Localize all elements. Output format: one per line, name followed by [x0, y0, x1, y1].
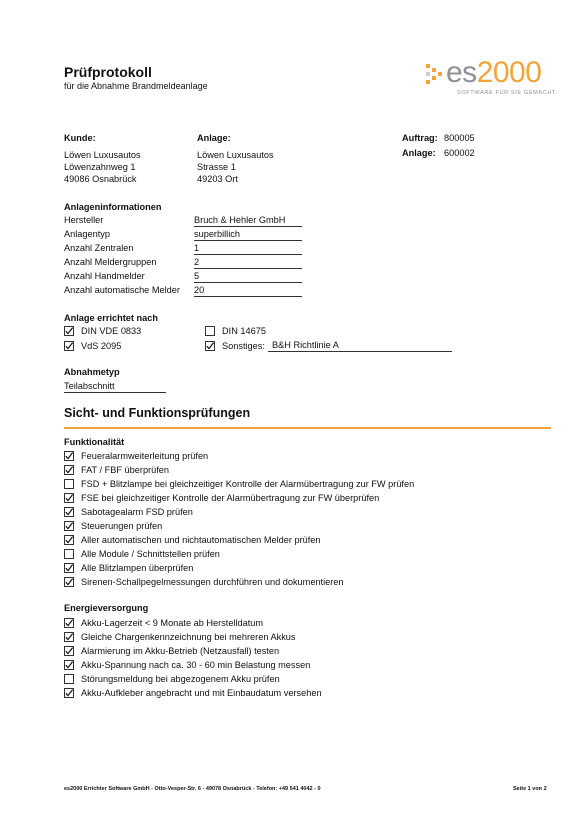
- document-subtitle: für die Abnahme Brandmeldeanlage: [64, 81, 208, 91]
- checkmark-icon: [64, 660, 74, 670]
- funktion-label: Sabotagealarm FSD prüfen: [81, 506, 193, 517]
- sonstiges-value-field[interactable]: B&H Richtlinie A: [268, 339, 452, 352]
- energie-label: Alarmierung im Akku-Betrieb (Netzausfall) testen: [81, 645, 280, 656]
- funktion-item-sirenen[interactable]: [64, 575, 344, 588]
- energie-item-aufkleber[interactable]: [64, 686, 322, 699]
- checkbox[interactable]: [64, 465, 74, 475]
- energie-label: Akku-Lagerzeit < 9 Monate ab Herstelldatum: [81, 617, 264, 628]
- funktion-item-fat-fbf[interactable]: [64, 463, 169, 476]
- checkmark-icon: [64, 326, 74, 336]
- checkbox[interactable]: [64, 326, 74, 336]
- checkbox[interactable]: [205, 326, 215, 336]
- checkbox[interactable]: [64, 451, 74, 461]
- section-heading: Sicht- und Funktionsprüfungen: [64, 406, 251, 420]
- info-value-zentralen: 1: [194, 242, 302, 255]
- info-value-anlagentyp: superbillich: [194, 228, 302, 241]
- anlage-label: Anlage:: [197, 133, 231, 143]
- energie-label: Störungsmeldung bei abgezogenem Akku prüfen: [81, 673, 280, 684]
- footer-page-number: Seite 1 von 2: [513, 786, 547, 792]
- energie-item-alarmierung[interactable]: [64, 644, 279, 657]
- checkmark-icon: [64, 521, 74, 531]
- checkbox[interactable]: [64, 563, 74, 573]
- kunde-line3: 49086 Osnabrück: [64, 174, 137, 184]
- energie-label: Akku-Spannung nach ca. 30 - 60 min Belastung messen: [81, 659, 311, 670]
- checkbox[interactable]: [64, 660, 74, 670]
- checkbox[interactable]: [64, 341, 74, 351]
- checkbox[interactable]: [205, 341, 215, 351]
- checkmark-icon: [64, 341, 74, 351]
- energieversorgung-heading: Energieversorgung: [64, 603, 149, 613]
- anlage-line3: 49203 Ort: [197, 174, 238, 184]
- errichtet-label: DIN VDE 0833: [81, 325, 142, 336]
- checkbox[interactable]: [64, 549, 74, 559]
- checkmark-icon: [64, 563, 74, 573]
- info-label-hersteller: Hersteller: [64, 215, 104, 225]
- funktion-item-fse[interactable]: [64, 491, 379, 504]
- anlage-nr-value: 600002: [444, 148, 475, 158]
- checkmark-icon: [64, 451, 74, 461]
- logo-wordmark-2000: 2000: [476, 56, 542, 89]
- checkbox[interactable]: [64, 493, 74, 503]
- info-label-meldergruppen: Anzahl Meldergruppen: [64, 257, 157, 267]
- anlage-line2: Strasse 1: [197, 162, 236, 172]
- errichtet-item-din-vde-0833[interactable]: [64, 324, 141, 337]
- energie-label: Gleiche Chargenkennzeichnung bei mehreren Akkus: [81, 631, 296, 642]
- info-label-anlagentyp: Anlagentyp: [64, 229, 110, 239]
- auftrag-value: 800005: [444, 133, 475, 143]
- section-divider: [64, 427, 551, 429]
- checkmark-icon: [64, 646, 74, 656]
- info-value-automatische-melder: 20: [194, 284, 302, 297]
- errichtet-label: VdS 2095: [81, 340, 122, 351]
- funktion-label: Alle Blitzlampen überprüfen: [81, 562, 194, 573]
- checkbox[interactable]: [64, 632, 74, 642]
- funktion-label: Sirenen-Schallpegelmessungen durchführen und dokumentieren: [81, 576, 344, 587]
- checkbox[interactable]: [64, 577, 74, 587]
- funktion-item-melder[interactable]: [64, 533, 321, 546]
- checkbox[interactable]: [64, 535, 74, 545]
- anlage-line1: Löwen Luxusautos: [197, 150, 274, 160]
- checkmark-icon: [64, 493, 74, 503]
- abnahmetyp-value: Teilabschnitt: [64, 380, 166, 393]
- checkbox[interactable]: [64, 521, 74, 531]
- anlageninformationen-heading: Anlageninformationen: [64, 202, 162, 212]
- checkmark-icon: [64, 535, 74, 545]
- errichtet-item-vds-2095[interactable]: [64, 339, 121, 352]
- checkmark-icon: [64, 618, 74, 628]
- logo-wordmark: [446, 56, 541, 90]
- checkmark-icon: [64, 632, 74, 642]
- es2000-logo: [424, 56, 558, 98]
- info-value-meldergruppen: 2: [194, 256, 302, 269]
- document-title: Prüfprotokoll: [64, 64, 152, 80]
- info-label-automatische-melder: Anzahl automatische Melder: [64, 285, 180, 295]
- info-label-handmelder: Anzahl Handmelder: [64, 271, 145, 281]
- errichtet-item-din-14675[interactable]: [205, 324, 266, 337]
- info-value-hersteller: Bruch & Hehler GmbH: [194, 214, 302, 227]
- kunde-label: Kunde:: [64, 133, 96, 143]
- funktionalitaet-heading: Funktionalität: [64, 437, 125, 447]
- energie-label: Akku-Aufkleber angebracht und mit Einbaudatum versehen: [81, 687, 322, 698]
- funktion-label: Aller automatischen und nichtautomatischen Melder prüfen: [81, 534, 321, 545]
- funktion-item-sabotagealarm[interactable]: [64, 505, 193, 518]
- checkmark-icon: [64, 507, 74, 517]
- funktion-item-module[interactable]: [64, 547, 220, 560]
- checkmark-icon: [205, 341, 215, 351]
- checkmark-icon: [64, 688, 74, 698]
- energie-item-spannung[interactable]: [64, 658, 310, 671]
- abnahmetyp-heading: Abnahmetyp: [64, 367, 120, 377]
- checkbox[interactable]: [64, 618, 74, 628]
- kunde-line2: Löwenzahnweg 1: [64, 162, 136, 172]
- logo-tagline: SOFTWARE FÜR SIE GEMACHT.: [457, 90, 558, 96]
- auftrag-label: Auftrag:: [402, 133, 438, 143]
- energie-item-lagerzeit[interactable]: [64, 616, 263, 629]
- funktion-label: Steuerungen prüfen: [81, 520, 163, 531]
- checkbox[interactable]: [64, 674, 74, 684]
- funktion-label: Alle Module / Schnittstellen prüfen: [81, 548, 220, 559]
- checkmark-icon: [64, 577, 74, 587]
- funktion-label: FAT / FBF überprüfen: [81, 464, 169, 475]
- info-label-zentralen: Anzahl Zentralen: [64, 243, 134, 253]
- anlage-nr-label: Anlage:: [402, 148, 436, 158]
- checkbox[interactable]: [64, 688, 74, 698]
- checkbox[interactable]: [64, 479, 74, 489]
- footer-company-info: es2000 Errichter Software GmbH - Otto-Vesper-Str. 6 - 49078 Osnabrück - Telefon: +49 541 4042 - 0: [64, 786, 321, 792]
- errichtet-item-sonstiges[interactable]: [205, 339, 265, 352]
- info-value-handmelder: 5: [194, 270, 302, 283]
- energie-item-stoerungsmeldung[interactable]: [64, 672, 280, 685]
- errichtet-label: DIN 14675: [222, 325, 266, 336]
- errichtet-label: Sonstiges:: [222, 340, 265, 351]
- checkmark-icon: [64, 465, 74, 475]
- energie-item-charge[interactable]: [64, 630, 296, 643]
- checkbox[interactable]: [64, 507, 74, 517]
- funktion-item-fsd-blitzlampe[interactable]: [64, 477, 414, 490]
- checkbox[interactable]: [64, 646, 74, 656]
- funktion-item-feueralarmweiterleitung[interactable]: [64, 449, 208, 462]
- anlage-errichtet-heading: Anlage errichtet nach: [64, 313, 158, 323]
- logo-wordmark-es: es: [446, 56, 477, 89]
- funktion-label: Feueralarmweiterleitung prüfen: [81, 450, 209, 461]
- kunde-line1: Löwen Luxusautos: [64, 150, 141, 160]
- funktion-item-steuerungen[interactable]: [64, 519, 162, 532]
- funktion-item-blitzlampen[interactable]: [64, 561, 193, 574]
- funktion-label: FSD + Blitzlampe bei gleichzeitiger Kontrolle der Alarmübertragung zur FW prüfen: [81, 478, 415, 489]
- funktion-label: FSE bei gleichzeitiger Kontrolle der Alarmübertragung zur FW überprüfen: [81, 492, 380, 503]
